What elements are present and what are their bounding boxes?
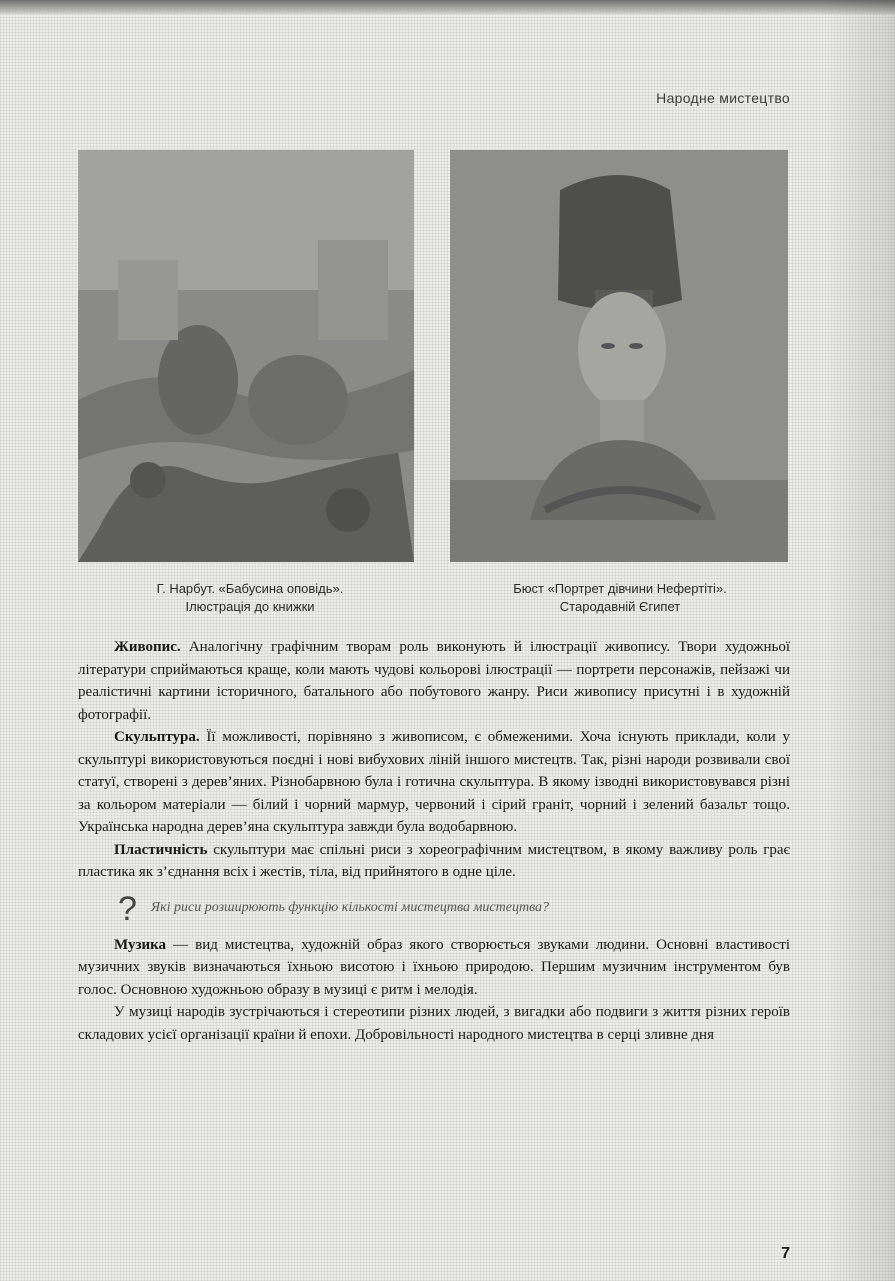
paragraph-painting — [78, 636, 790, 726]
figure-caption-left — [100, 580, 400, 616]
page-top-edge — [0, 0, 895, 14]
paragraph-plasticity — [78, 839, 790, 884]
question-mark-icon: ? — [118, 889, 137, 928]
paragraph-plasticity-text: скульптури має спільні риси з хореографічним мистецтвом, в якому важливу роль грає пластика як з’єднання всіх і жестів, тіла, від прийнятого в одне ціле. — [78, 841, 790, 880]
caption-right-text: Бюст «Портрет дівчини Нефертіті». Стародавній Єгипет — [513, 581, 727, 614]
figure-caption-right — [460, 580, 780, 616]
term-plasticity: Пластичність — [114, 841, 208, 858]
term-sculpture: Скульптура. — [114, 729, 200, 745]
review-question — [118, 889, 790, 928]
paragraph-painting-text: Аналогічну графічним творам роль виконують й ілюстрації живопису. Твори художньої літератури сприймаються краще, коли мають чудові кольорові ілюстрації — портрети персонажів, пейзажі чи реалістичні картини історичного, батального або побутового жанру. Риси живопису присутні і в художній фотографії. — [78, 639, 790, 723]
running-head: Народне мистецтво — [656, 90, 790, 106]
paragraph-music — [78, 934, 790, 1002]
page-number: 7 — [781, 1245, 790, 1262]
paragraph-music-continued — [78, 1001, 790, 1046]
question-text: Які риси розширюють функцію кількості мистецтва мистецтва? — [150, 900, 550, 916]
bust-photo-right — [450, 150, 788, 562]
term-music: Музика — [114, 936, 167, 953]
paragraph-sculpture — [78, 726, 790, 839]
illustration-photo-left — [78, 150, 414, 562]
term-painting: Живопис. — [114, 639, 181, 655]
page-edge-shadow — [825, 0, 895, 1281]
paragraph-music-text: — вид мистецтва, художній образ якого створюється звуками людини. Основні властивості музичних звуків визначаються їхньою висотою і їхньою природою. Першим музичним інструментом був голос. Основною художньою образу в музиці є ритм і мелодія. — [78, 936, 790, 998]
paragraph-music-continued-text: У музиці народів зустрічаються і стереотипи різних людей, з вигадки або подвиги з життя різних героїв складових усієї організації країни й епохи. Добровільності народного мистецтва в серці зливне дня — [78, 1004, 790, 1043]
caption-left-text: Г. Нарбут. «Бабусина оповідь». Ілюстрація до книжки — [156, 581, 344, 614]
body-text — [78, 636, 790, 1046]
paragraph-sculpture-text: Її можливості, порівняно з живописом, є обмеженими. Хоча існують приклади, коли у скульптурі використовуються поєдні і нові вибухових ліній іншого мистецтв. Так, різні народи розвивали свої статуї, створені з дерев’яних. Різнобарвною була і готична скульптура. В якому ізводні використовувався різні за кольором матеріали — білий і чорний мармур, червоний і сірий граніт, чорний і зелений базальт тощо. Українська народна дерев’яна скульптура завжди була водобарвною. — [78, 729, 790, 835]
